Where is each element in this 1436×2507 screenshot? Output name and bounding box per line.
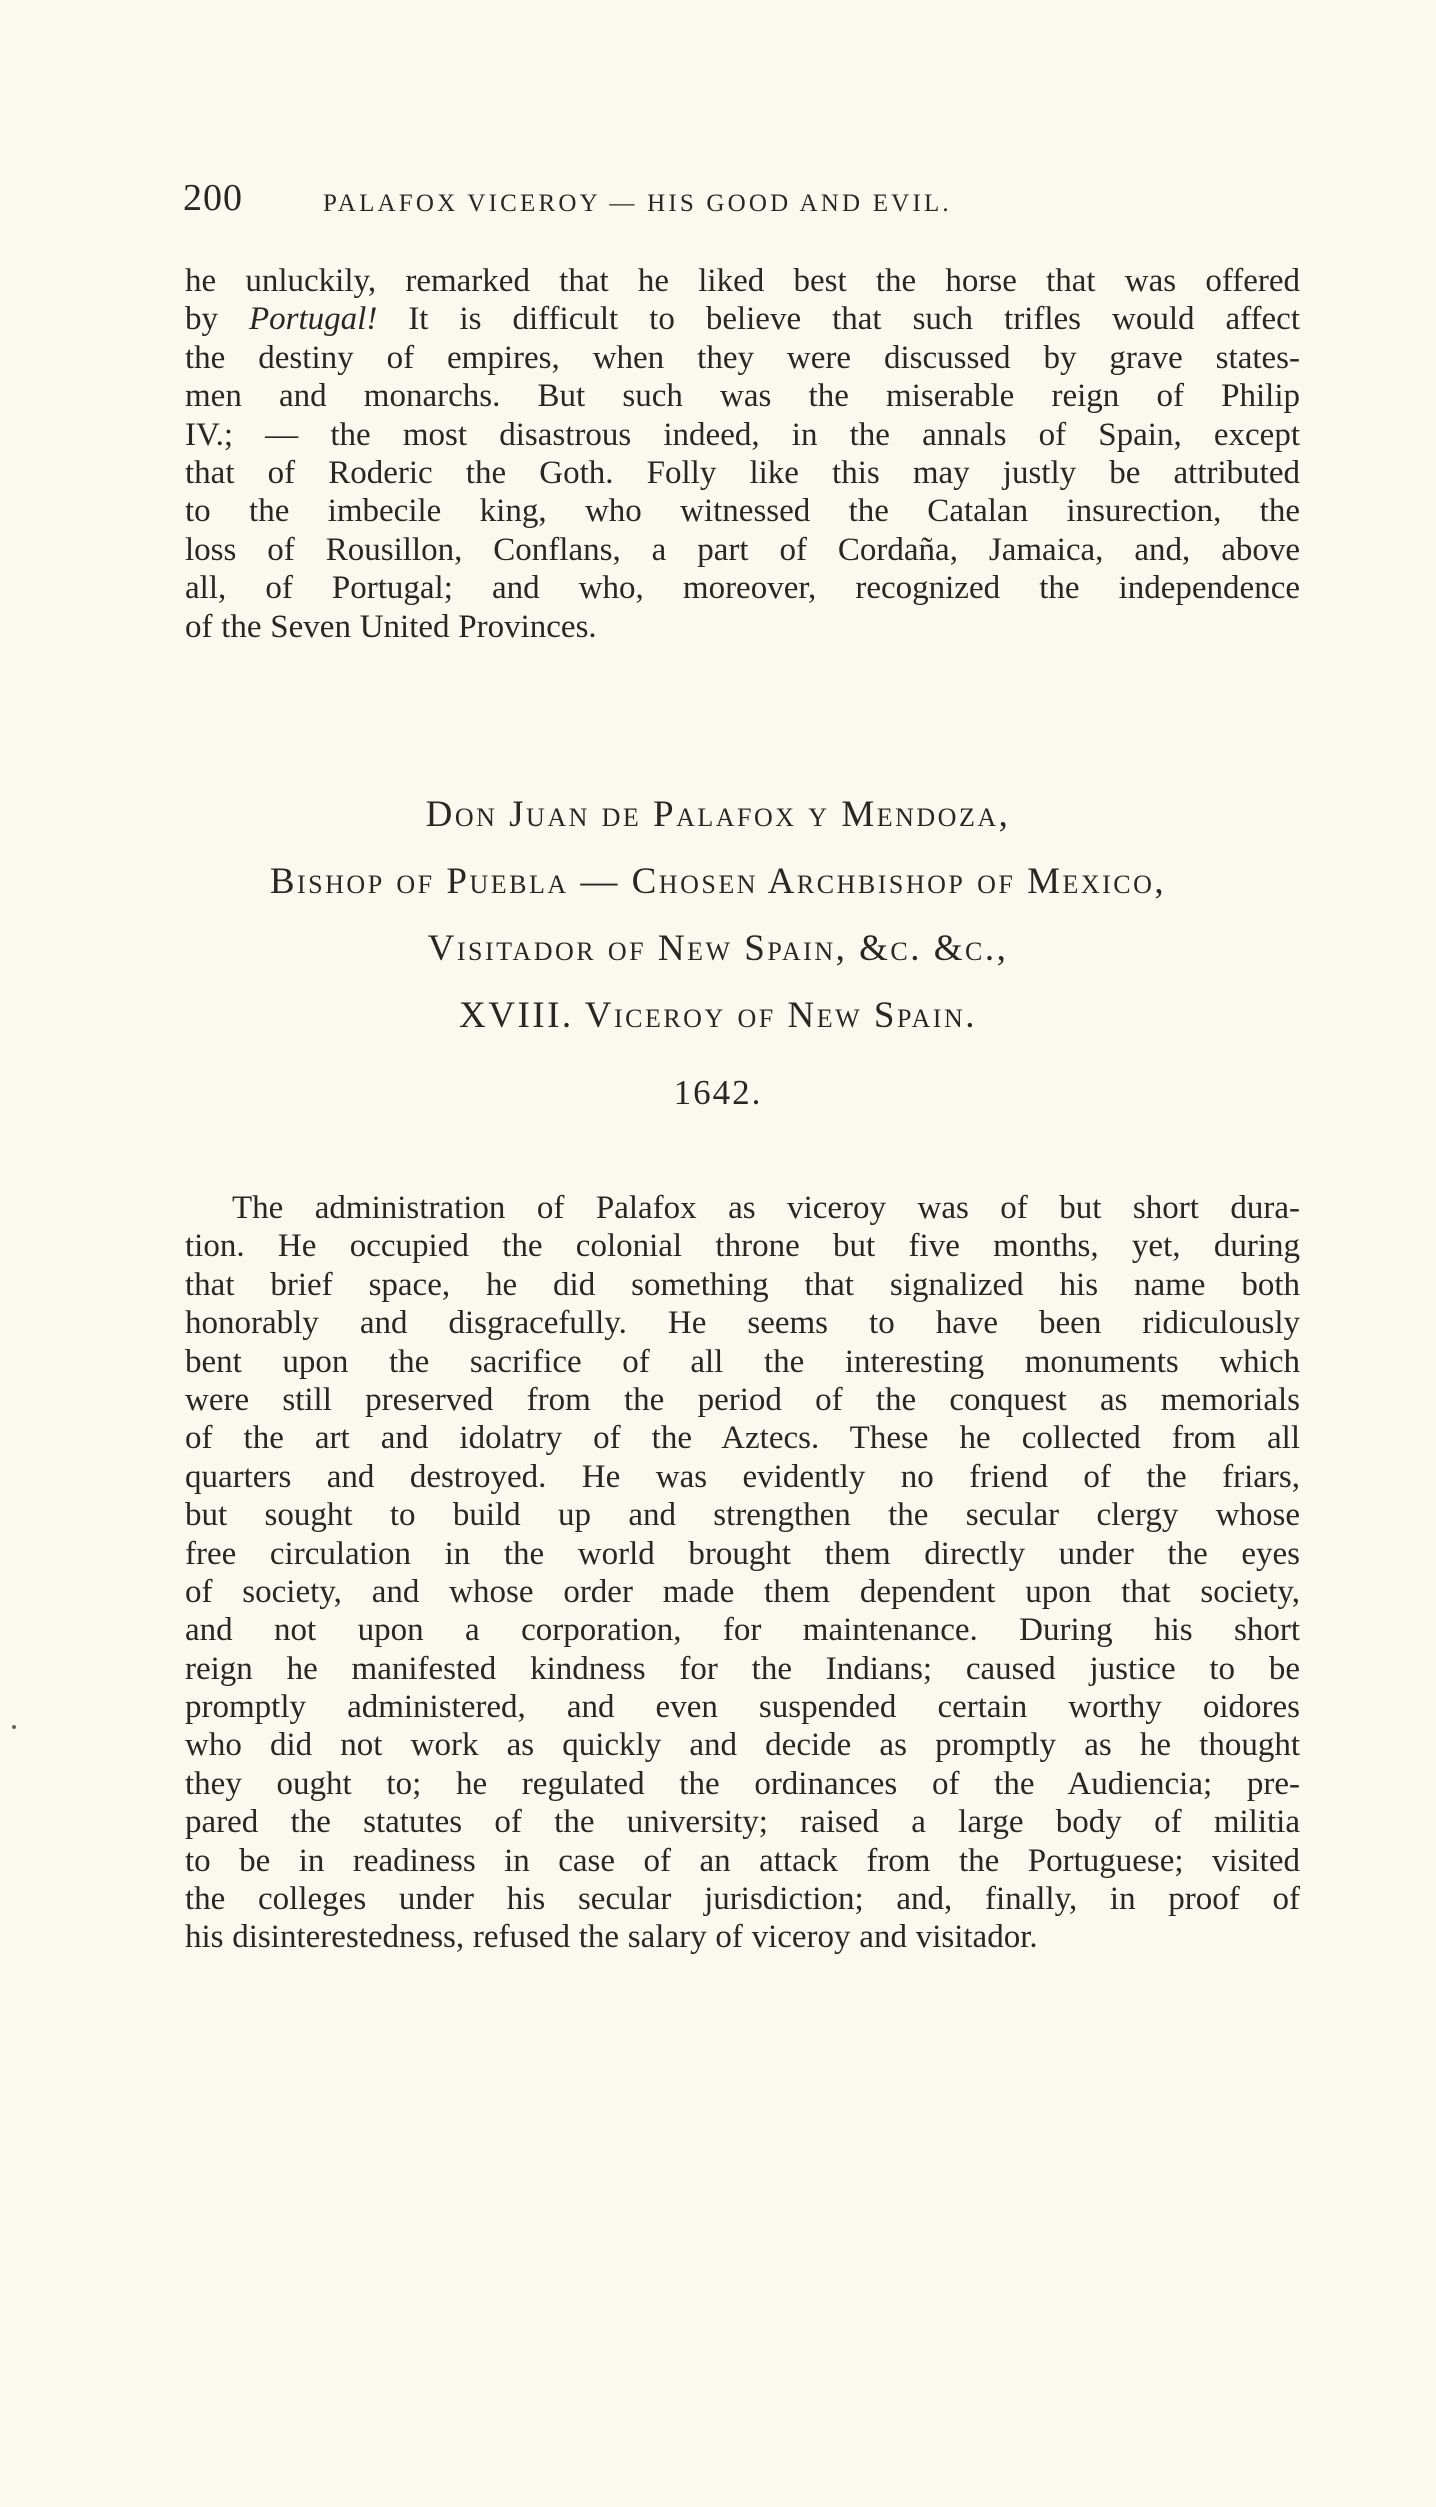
running-head-title: PALAFOX VICEROY — HIS GOOD AND EVIL. bbox=[323, 190, 952, 217]
chapter-heading-visitador: Visitador of New Spain, &c. &c., bbox=[427, 928, 1009, 969]
paragraph-2-line: bent upon the sacrifice of all the interesting monuments which bbox=[185, 1343, 1300, 1380]
paragraph-2-line: of the art and idolatry of the Aztecs. These he collected from all bbox=[185, 1420, 1300, 1457]
paragraph-2-line: they ought to; he regulated the ordinances of the Audiencia; pre- bbox=[185, 1765, 1300, 1802]
italic-portugal: Portugal! bbox=[249, 301, 378, 338]
margin-speck bbox=[12, 1725, 16, 1729]
paragraph-1-line: the destiny of empires, when they were discussed by grave states- bbox=[185, 339, 1300, 376]
paragraph-2-line: The administration of Palafox as viceroy was of but short dura- bbox=[232, 1190, 1300, 1226]
chapter-heading-titles: Bishop of Puebla — Chosen Archbishop of Mexico, bbox=[269, 861, 1167, 902]
paragraph-1-line: he unluckily, remarked that he liked best the horse that was offered bbox=[185, 263, 1300, 299]
paragraph-2-line: tion. He occupied the colonial throne but five months, yet, during bbox=[185, 1228, 1300, 1265]
paragraph-2-line: to be in readiness in case of an attack from the Portuguese; visited bbox=[185, 1842, 1300, 1879]
paragraph-2-line: that brief space, he did something that signalized his name both bbox=[185, 1266, 1300, 1303]
line-2-prefix: by bbox=[185, 301, 249, 338]
paragraph-1-line: of the Seven United Provinces. bbox=[185, 608, 597, 645]
paragraph-2-line: reign he manifested kindness for the Indians; caused justice to be bbox=[185, 1650, 1300, 1687]
chapter-heading-viceroy: XVIII. Viceroy of New Spain. bbox=[459, 995, 977, 1036]
paragraph-1-line: to the imbecile king, who witnessed the Catalan insurection, the bbox=[185, 493, 1300, 530]
paragraph-2-line: free circulation in the world brought them directly under the eyes bbox=[185, 1535, 1300, 1572]
chapter-heading-year: 1642. bbox=[673, 1073, 763, 1112]
paragraph-1-line-2 bbox=[185, 300, 1300, 338]
paragraph-2-line: his disinterestedness, refused the salary of viceroy and visitador. bbox=[185, 1919, 1038, 1956]
paragraph-1-line: that of Roderic the Goth. Folly like this may justly be attributed bbox=[185, 454, 1300, 491]
paragraph-1-line: loss of Rousillon, Conflans, a part of Cordaña, Jamaica, and, above bbox=[185, 531, 1300, 568]
chapter-heading-name: Don Juan de Palafox y Mendoza, bbox=[425, 794, 1011, 835]
paragraph-1-line: men and monarchs. But such was the miserable reign of Philip bbox=[185, 378, 1300, 415]
paragraph-2-line: and not upon a corporation, for maintenance. During his short bbox=[185, 1612, 1300, 1649]
paragraph-2-line: honorably and disgracefully. He seems to have been ridiculously bbox=[185, 1305, 1300, 1342]
paragraph-2-line: quarters and destroyed. He was evidently no friend of the friars, bbox=[185, 1458, 1300, 1495]
paragraph-2-line: who did not work as quickly and decide as promptly as he thought bbox=[185, 1727, 1300, 1764]
paragraph-2-line: the colleges under his secular jurisdiction; and, finally, in proof of bbox=[185, 1881, 1300, 1918]
paragraph-2-line: promptly administered, and even suspended certain worthy oidores bbox=[185, 1689, 1300, 1726]
paragraph-2-line: pared the statutes of the university; raised a large body of militia bbox=[185, 1804, 1300, 1841]
paragraph-1 bbox=[185, 262, 1300, 646]
paragraph-2-line: were still preserved from the period of the conquest as memorials bbox=[185, 1381, 1300, 1418]
paragraph-2 bbox=[185, 1189, 1300, 1957]
paragraph-2-line: but sought to build up and strengthen the secular clergy whose bbox=[185, 1497, 1300, 1534]
line-2-rest: It is difficult to believe that such trifles would affect bbox=[377, 301, 1300, 338]
paragraph-1-line: IV.; — the most disastrous indeed, in the annals of Spain, except bbox=[185, 416, 1300, 453]
page-number: 200 bbox=[183, 177, 243, 219]
paragraph-2-line: of society, and whose order made them dependent upon that society, bbox=[185, 1573, 1300, 1610]
paragraph-1-line: all, of Portugal; and who, moreover, recognized the independence bbox=[185, 570, 1300, 607]
running-head bbox=[183, 168, 1333, 228]
